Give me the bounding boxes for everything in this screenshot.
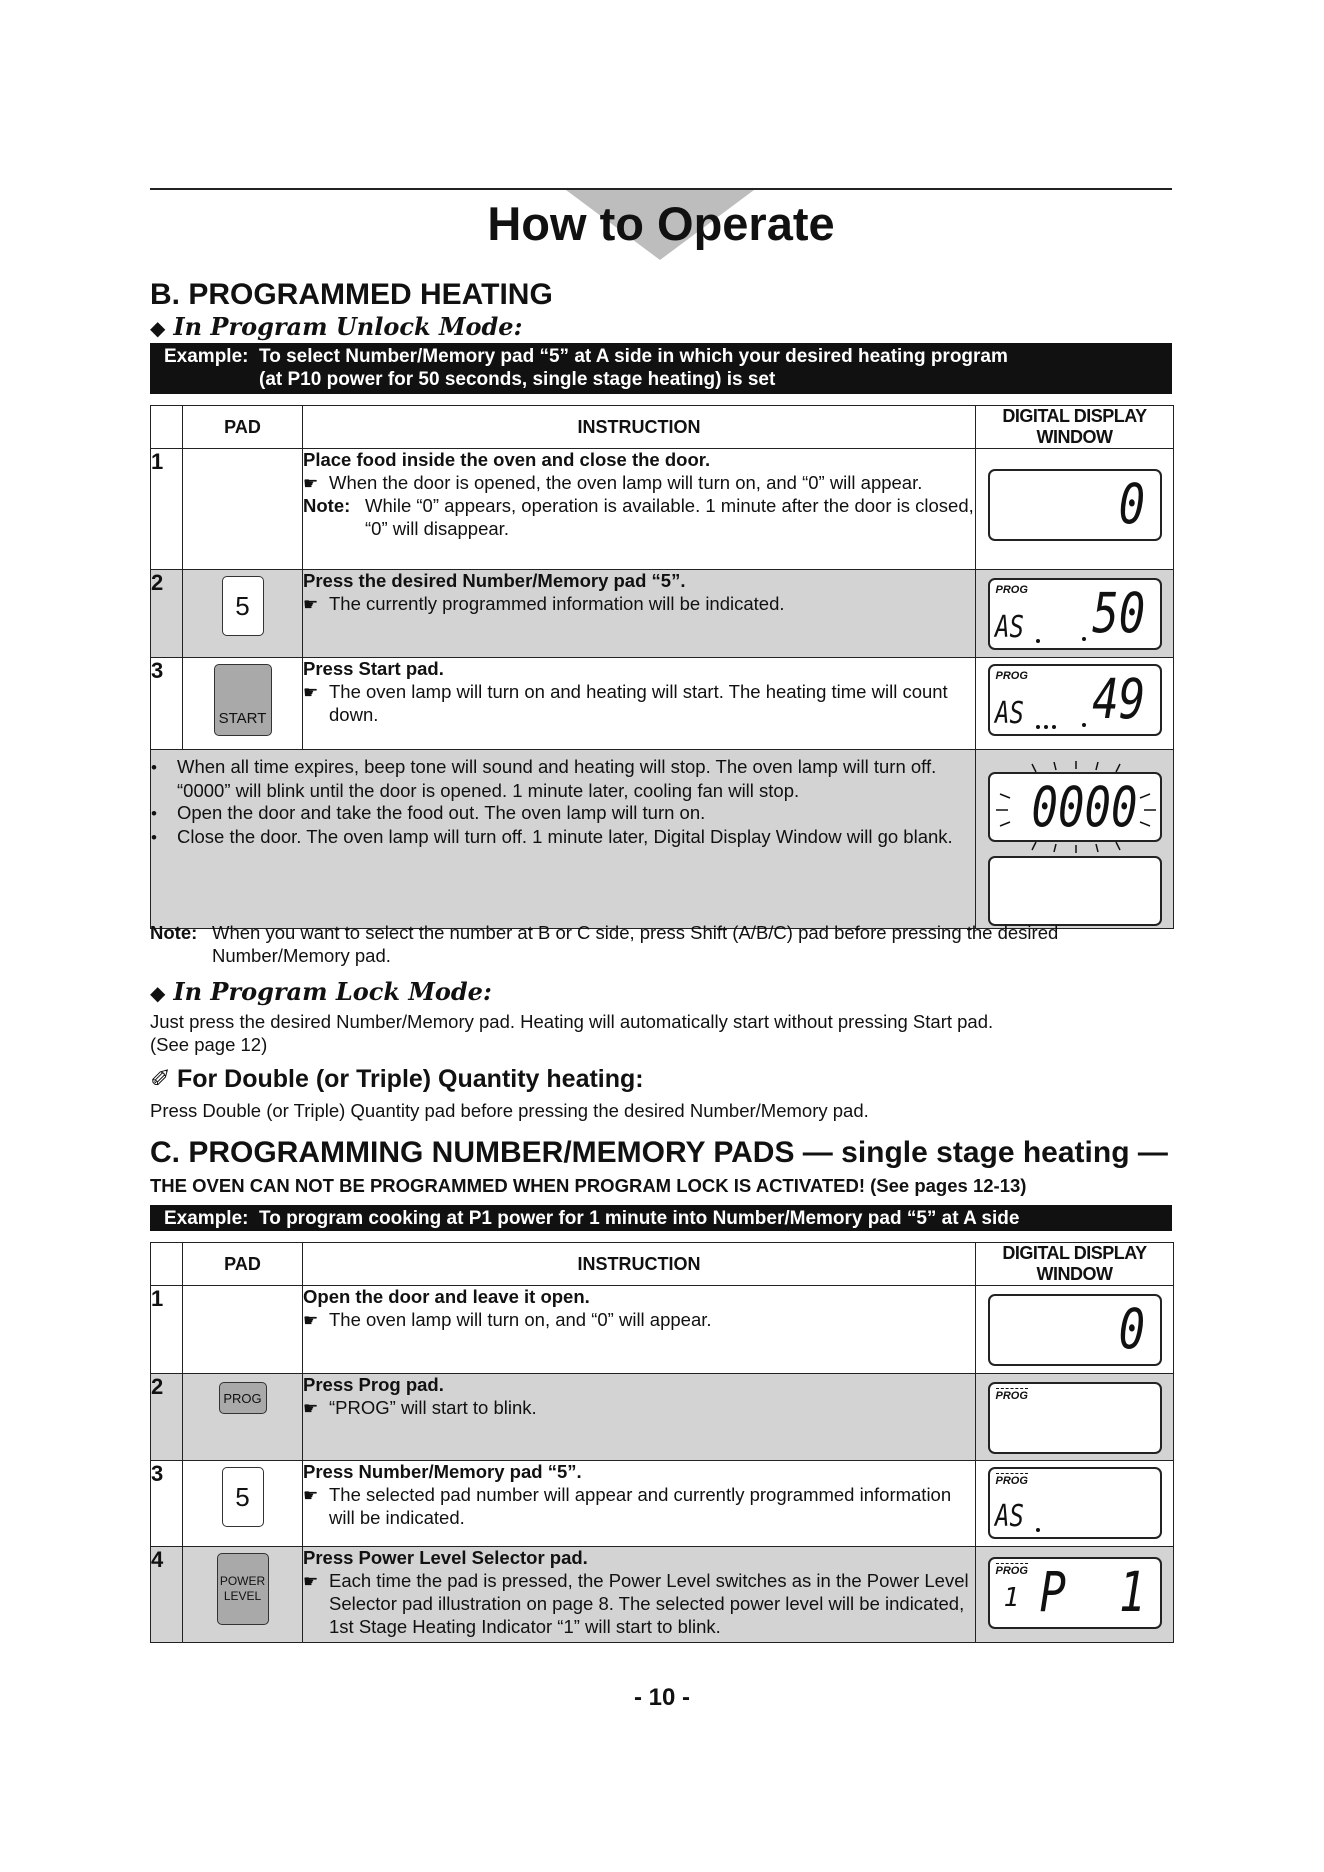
- steps-table-b: [150, 405, 1174, 929]
- lcd-stage-indicator: 1: [1003, 1583, 1020, 1613]
- display-cell: [976, 750, 1174, 929]
- display-cell: [976, 1286, 1174, 1374]
- hand-icon: ☛: [303, 594, 319, 614]
- col-pad: PAD: [183, 406, 303, 449]
- example-label: Example:: [164, 1208, 249, 1229]
- power-level-pad: [217, 1553, 269, 1625]
- col-pad: PAD: [183, 1243, 303, 1286]
- lcd-value: 50: [1092, 581, 1146, 645]
- lcd-display: [988, 1382, 1162, 1454]
- lcd-dot: [1036, 639, 1040, 643]
- lcd-value: 0000: [1031, 775, 1138, 839]
- step-title: Press Prog pad.: [303, 1374, 444, 1395]
- instruction-cell: [303, 449, 976, 570]
- page-title: How to Operate: [487, 197, 835, 250]
- prog-pad: PROG: [219, 1382, 267, 1414]
- pencil-icon: ✐: [150, 1065, 171, 1093]
- display-cell: [976, 1547, 1174, 1643]
- instruction-cell: [303, 1286, 976, 1374]
- display-cell: [976, 658, 1174, 750]
- example-text: To program cooking at P1 power for 1 minute into Number/Memory pad “5” at A side: [259, 1208, 1020, 1229]
- hand-icon: ☛: [303, 682, 319, 702]
- steps-table-c: [150, 1242, 1174, 1643]
- lcd-dot: [1036, 1528, 1040, 1532]
- col-instruction: INSTRUCTION: [303, 406, 976, 449]
- pad-label-1: POWER: [219, 1574, 266, 1588]
- lcd-colon: [1082, 723, 1086, 727]
- col-num: [151, 406, 183, 449]
- table-row: [151, 1547, 1174, 1643]
- col-instruction: INSTRUCTION: [303, 1243, 976, 1286]
- lock-text-2: (See page 12): [150, 1033, 268, 1055]
- instruction-cell: [303, 1461, 976, 1547]
- step-title: Press the desired Number/Memory pad “5”.: [303, 570, 686, 591]
- lcd-colon: [1082, 637, 1086, 641]
- example-text-2: (at P10 power for 50 seconds, single stage heating) is set: [259, 369, 776, 390]
- example-text: To select Number/Memory pad “5” at A side in which your desired heating program: [259, 346, 1008, 367]
- step-title: Press Number/Memory pad “5”.: [303, 1461, 582, 1482]
- final-bullet: When all time expires, beep tone will sound and heating will stop. The oven lamp will turn off. “0000” will blink until the door is opened. 1 minute later, cooling fan will stop.: [177, 756, 937, 801]
- number-5-pad: 5: [222, 1467, 264, 1527]
- section-c-heading: C. PROGRAMMING NUMBER/MEMORY PADS — single stage heating —: [150, 1136, 1168, 1169]
- bullet-dot: •: [151, 804, 157, 823]
- lcd-value: 49: [1092, 667, 1146, 731]
- step-bullet: The selected pad number will appear and currently programmed information will be indicated.: [329, 1483, 952, 1528]
- number-5-pad: 5: [222, 576, 264, 636]
- note-b: [150, 922, 1172, 967]
- pad-cell: [183, 1547, 303, 1643]
- instruction-cell: [303, 658, 976, 750]
- step-number: 2: [151, 1374, 183, 1461]
- pad-cell: [183, 1461, 303, 1547]
- bullet-dot: •: [151, 758, 157, 777]
- page-number: - 10 -: [633, 1684, 690, 1711]
- lcd-side: AS: [994, 610, 1024, 645]
- hand-icon: ☛: [303, 1485, 319, 1505]
- instruction-cell: [303, 1547, 976, 1643]
- pad-cell: [183, 449, 303, 570]
- hand-icon: ☛: [303, 1398, 319, 1418]
- bullet-dot: •: [151, 827, 157, 847]
- lcd-side: AS: [994, 1499, 1024, 1534]
- step-number: 3: [151, 1461, 183, 1547]
- lcd-display: [988, 1294, 1162, 1366]
- lcd-prog-blinking: PROG: [995, 1390, 1028, 1402]
- step-note: While “0” appears, operation is available. 1 minute after the door is closed, “0” will disappear.: [365, 495, 974, 539]
- col-num: [151, 1243, 183, 1286]
- step-number: 2: [151, 570, 183, 658]
- note-label: Note:: [303, 495, 351, 516]
- final-notes-cell: [151, 750, 976, 929]
- double-text: Press Double (or Triple) Quantity pad before pressing the desired Number/Memory pad.: [150, 1100, 869, 1121]
- display-cell: [976, 570, 1174, 658]
- step-number: 1: [151, 449, 183, 570]
- lcd-value: P 1: [1039, 1560, 1146, 1624]
- pad-cell: [183, 1374, 303, 1461]
- section-b-heading: B. PROGRAMMED HEATING: [150, 278, 553, 311]
- section-c-warning: THE OVEN CAN NOT BE PROGRAMMED WHEN PROGRAM LOCK IS ACTIVATED! (See pages 12-13): [150, 1175, 1027, 1196]
- step-bullet: The currently programmed information will be indicated.: [329, 592, 785, 614]
- lcd-value: 0: [1119, 472, 1146, 536]
- lock-subheading: [150, 977, 492, 1006]
- lcd-prog-blinking: PROG: [995, 1565, 1028, 1577]
- table-row: [151, 449, 1174, 570]
- example-bar-c: [150, 1205, 1172, 1231]
- lcd-value: 0: [1119, 1297, 1146, 1361]
- table-row: [151, 570, 1174, 658]
- unlock-subheading-text: In Program Unlock Mode:: [173, 312, 523, 341]
- step-title: Open the door and leave it open.: [303, 1286, 590, 1307]
- step-bullet: The oven lamp will turn on and heating will start. The heating time will count down.: [329, 680, 948, 725]
- lcd-display: [988, 1467, 1162, 1539]
- step-number: 1: [151, 1286, 183, 1374]
- hand-icon: ☛: [303, 473, 319, 493]
- step-bullet: Each time the pad is pressed, the Power Level switches as in the Power Level Selector pad illustration on page 8. The selected power level will be indicated, 1st Stage Heating Indicator “1” will start to blink.: [329, 1569, 969, 1637]
- diamond-icon: ◆: [150, 316, 166, 340]
- step-title: Press Power Level Selector pad.: [303, 1547, 588, 1568]
- final-bullet: Open the door and take the food out. The oven lamp will turn on.: [177, 802, 706, 823]
- lock-subheading-text: In Program Lock Mode:: [173, 977, 492, 1006]
- step-title: Press Start pad.: [303, 658, 444, 679]
- lcd-prog-blinking: PROG: [995, 1475, 1028, 1487]
- lcd-display: [988, 664, 1162, 736]
- step-bullet: When the door is opened, the oven lamp will turn on, and “0” will appear.: [329, 471, 923, 493]
- unlock-subheading: [150, 312, 522, 341]
- display-cell: [976, 449, 1174, 570]
- table-row: [151, 1461, 1174, 1547]
- lcd-dot: [1044, 725, 1048, 729]
- pad-cell: [183, 570, 303, 658]
- lcd-prog: PROG: [995, 584, 1028, 596]
- example-label: Example:: [164, 346, 249, 367]
- lcd-side: AS: [994, 696, 1024, 731]
- col-display: DIGITAL DISPLAY WINDOW: [976, 1243, 1174, 1286]
- step-number: 4: [151, 1547, 183, 1643]
- instruction-cell: [303, 570, 976, 658]
- col-display: DIGITAL DISPLAY WINDOW: [976, 406, 1174, 449]
- lcd-display-blinking: [988, 772, 1162, 842]
- step-bullet: “PROG” will start to blink.: [329, 1396, 537, 1418]
- start-pad: START: [214, 664, 272, 736]
- lcd-display: [988, 578, 1162, 650]
- table-row: [151, 1286, 1174, 1374]
- lcd-prog: PROG: [995, 670, 1028, 682]
- example-bar-b: [150, 343, 1172, 394]
- step-title: Place food inside the oven and close the door.: [303, 449, 711, 470]
- table-row: [151, 658, 1174, 750]
- lcd-display: [988, 1557, 1162, 1629]
- lcd-display: [988, 469, 1162, 541]
- note-label: Note:: [150, 922, 198, 943]
- display-cell: [976, 1461, 1174, 1547]
- hand-icon: ☛: [303, 1571, 319, 1591]
- note-text: When you want to select the number at B or C side, press Shift (A/B/C) pad before pressing the desired Number/Memory pad.: [212, 922, 1059, 966]
- lock-text: [150, 1011, 993, 1056]
- instruction-cell: [303, 1374, 976, 1461]
- double-heading-text: For Double (or Triple) Quantity heating:: [176, 1065, 644, 1093]
- step-bullet: The oven lamp will turn on, and “0” will appear.: [329, 1308, 712, 1330]
- pad-label-2: LEVEL: [223, 1589, 262, 1603]
- pad-cell: [183, 1286, 303, 1374]
- hand-icon: ☛: [303, 1310, 319, 1330]
- lcd-dot: [1052, 725, 1056, 729]
- final-bullet: Close the door. The oven lamp will turn off. 1 minute later, Digital Display Window will go blank.: [177, 825, 953, 847]
- lcd-dot: [1036, 725, 1040, 729]
- double-heading: [150, 1064, 644, 1094]
- pad-cell: [183, 658, 303, 750]
- lock-text-1: Just press the desired Number/Memory pad. Heating will automatically start without pressing Start pad.: [150, 1011, 994, 1032]
- display-cell: [976, 1374, 1174, 1461]
- step-number: 3: [151, 658, 183, 750]
- table-row: [151, 750, 1174, 929]
- table-row: [151, 1374, 1174, 1461]
- diamond-icon: ◆: [150, 981, 166, 1005]
- lcd-display-blank: [988, 856, 1162, 926]
